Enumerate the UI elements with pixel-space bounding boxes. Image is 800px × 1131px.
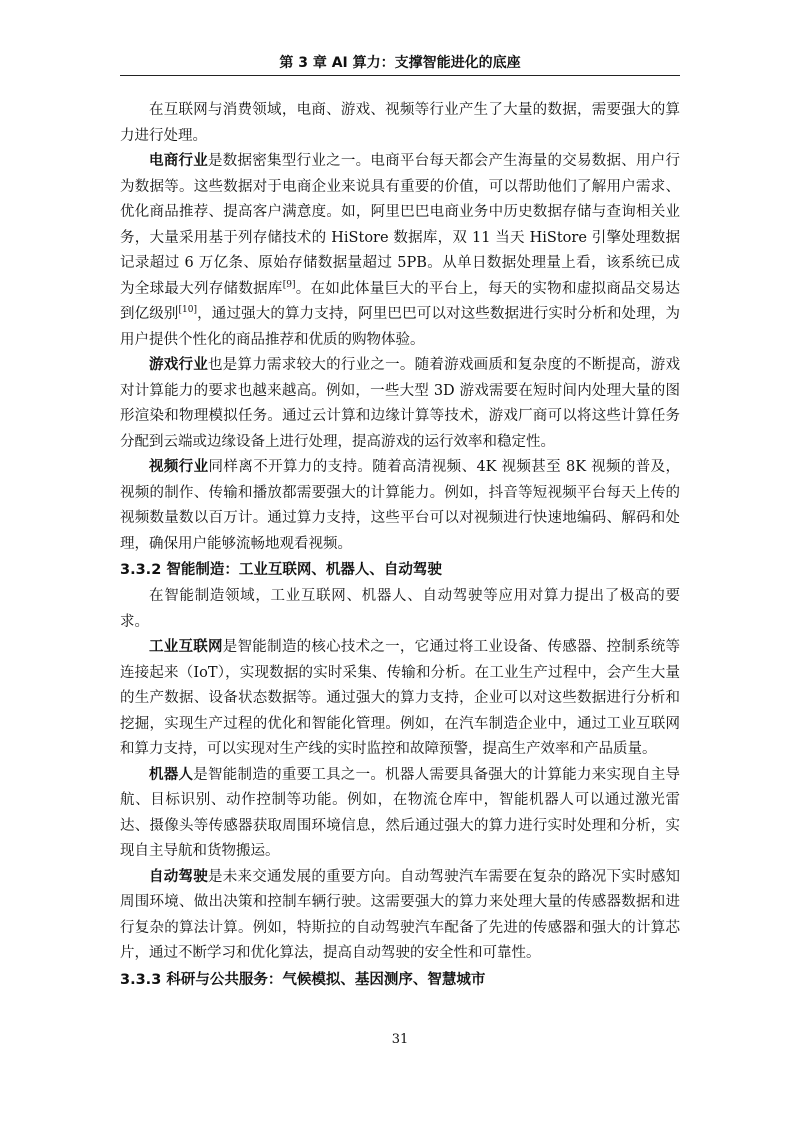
paragraph-iiot	[120, 635, 680, 763]
term-gaming: 游戏行业	[149, 357, 209, 373]
ecommerce-text-b: 。在如此体量巨大的平台上，每天的实物和虚拟商品交易达到亿级别	[120, 280, 681, 322]
term-robot: 机器人	[149, 766, 194, 783]
paragraph-video	[120, 455, 680, 557]
paragraph-autodrive	[120, 865, 680, 967]
section-heading-3-3-3: 3.3.3 科研与公共服务：气候模拟、基因测序、智慧城市	[120, 971, 486, 988]
citation-9: [9]	[282, 279, 296, 290]
header-rule	[120, 75, 680, 76]
paragraph-manufacturing-intro: 在智能制造领域，工业互联网、机器人、自动驾驶等应用对算力提出了极高的要求。	[120, 588, 680, 630]
paragraph-intro: 在互联网与消费领域，电商、游戏、视频等行业产生了大量的数据，需要强大的算力进行处理。	[120, 102, 680, 144]
term-video: 视频行业	[149, 459, 209, 475]
paragraph-gaming	[120, 353, 680, 455]
gaming-text: 也是算力需求较大的行业之一。随着游戏画质和复杂度的不断提高，游戏对计算能力的要求也越来越高。例如，一些大型 3D 游戏需要在短时间内处理大量的图形渲染和物理模拟任务。通过云计算和边缘计算等技术，游戏厂商可以将这些计算任务分配到云端或边缘设备上进行处理，提高游戏的运行效率和稳定性。	[120, 357, 680, 450]
running-header: 第 3 章 AI 算力：支撑智能进化的底座	[279, 55, 521, 71]
section-heading-3-3-2: 3.3.2 智能制造：工业互联网、机器人、自动驾驶	[120, 562, 442, 578]
term-iiot: 工业互联网	[149, 639, 223, 655]
ecommerce-text-c: ，通过强大的算力支持，阿里巴巴可以对这些数据进行实时分析和处理，为用户提供个性化的商品推荐和优质的购物体验。	[120, 306, 681, 348]
iiot-text: 是智能制造的核心技术之一，它通过将工业设备、传感器、控制系统等连接起来（IoT），实现数据的实时采集、传输和分析。在工业生产过程中，会产生大量的生产数据、设备状态数据等。通过强大的算力支持，企业可以对这些数据进行分析和挖掘，实现生产过程的优化和智能化管理。例如，在汽车制造企业中，通过工业互联网和算力支持，可以实现对生产线的实时监控和故障预警，提高生产效率和产品质量。	[120, 639, 681, 757]
page-body	[120, 98, 680, 994]
term-autodrive: 自动驾驶	[149, 868, 209, 885]
ecommerce-text-a: 是数据密集型行业之一。电商平台每天都会产生海量的交易数据、用户行为数据等。这些数据对于电商企业来说具有重要的价值，可以帮助他们了解用户需求、优化商品推荐、提高客户满意度。如，阿里巴巴电商业务中历史数据存储与查询相关业务，大量采用基于列存储技术的 HiStore 数据库，双 11 当天 HiStore 引擎处理数据记录超过 6 万亿条、原始存储数据量超过 5PB。从单日数据处理量上看，该系统已成为全球最大列存储数据库	[120, 153, 680, 297]
paragraph-ecommerce	[120, 149, 680, 353]
citation-10: [10]	[178, 305, 198, 316]
paragraph-robot	[120, 763, 680, 865]
robot-text: 是智能制造的重要工具之一。机器人需要具备强大的计算能力来实现自主导航、目标识别、动作控制等功能。例如，在物流仓库中，智能机器人可以通过激光雷达、摄像头等传感器获取周围环境信息，然后通过强大的算力进行实时处理和分析，实现自主导航和货物搬运。	[120, 766, 681, 859]
page-number: 31	[391, 1032, 409, 1047]
autodrive-text: 是未来交通发展的重要方向。自动驾驶汽车需要在复杂的路况下实时感知周围环境、做出决策和控制车辆行驶。这需要强大的算力来处理大量的传感器数据和进行复杂的算法计算。例如，特斯拉的自动驾驶汽车配备了先进的传感器和强大的计算芯片，通过不断学习和优化算法，提高自动驾驶的安全性和可靠性。	[120, 868, 680, 961]
term-ecommerce: 电商行业	[149, 153, 209, 169]
video-text: 同样离不开算力的支持。随着高清视频、4K 视频甚至 8K 视频的普及，视频的制作、传输和播放都需要强大的计算能力。例如，抖音等短视频平台每天上传的视频数量数以百万计。通过算力支持，这些平台可以对视频进行快速地编码、解码和处理，确保用户能够流畅地观看视频。	[120, 459, 680, 552]
